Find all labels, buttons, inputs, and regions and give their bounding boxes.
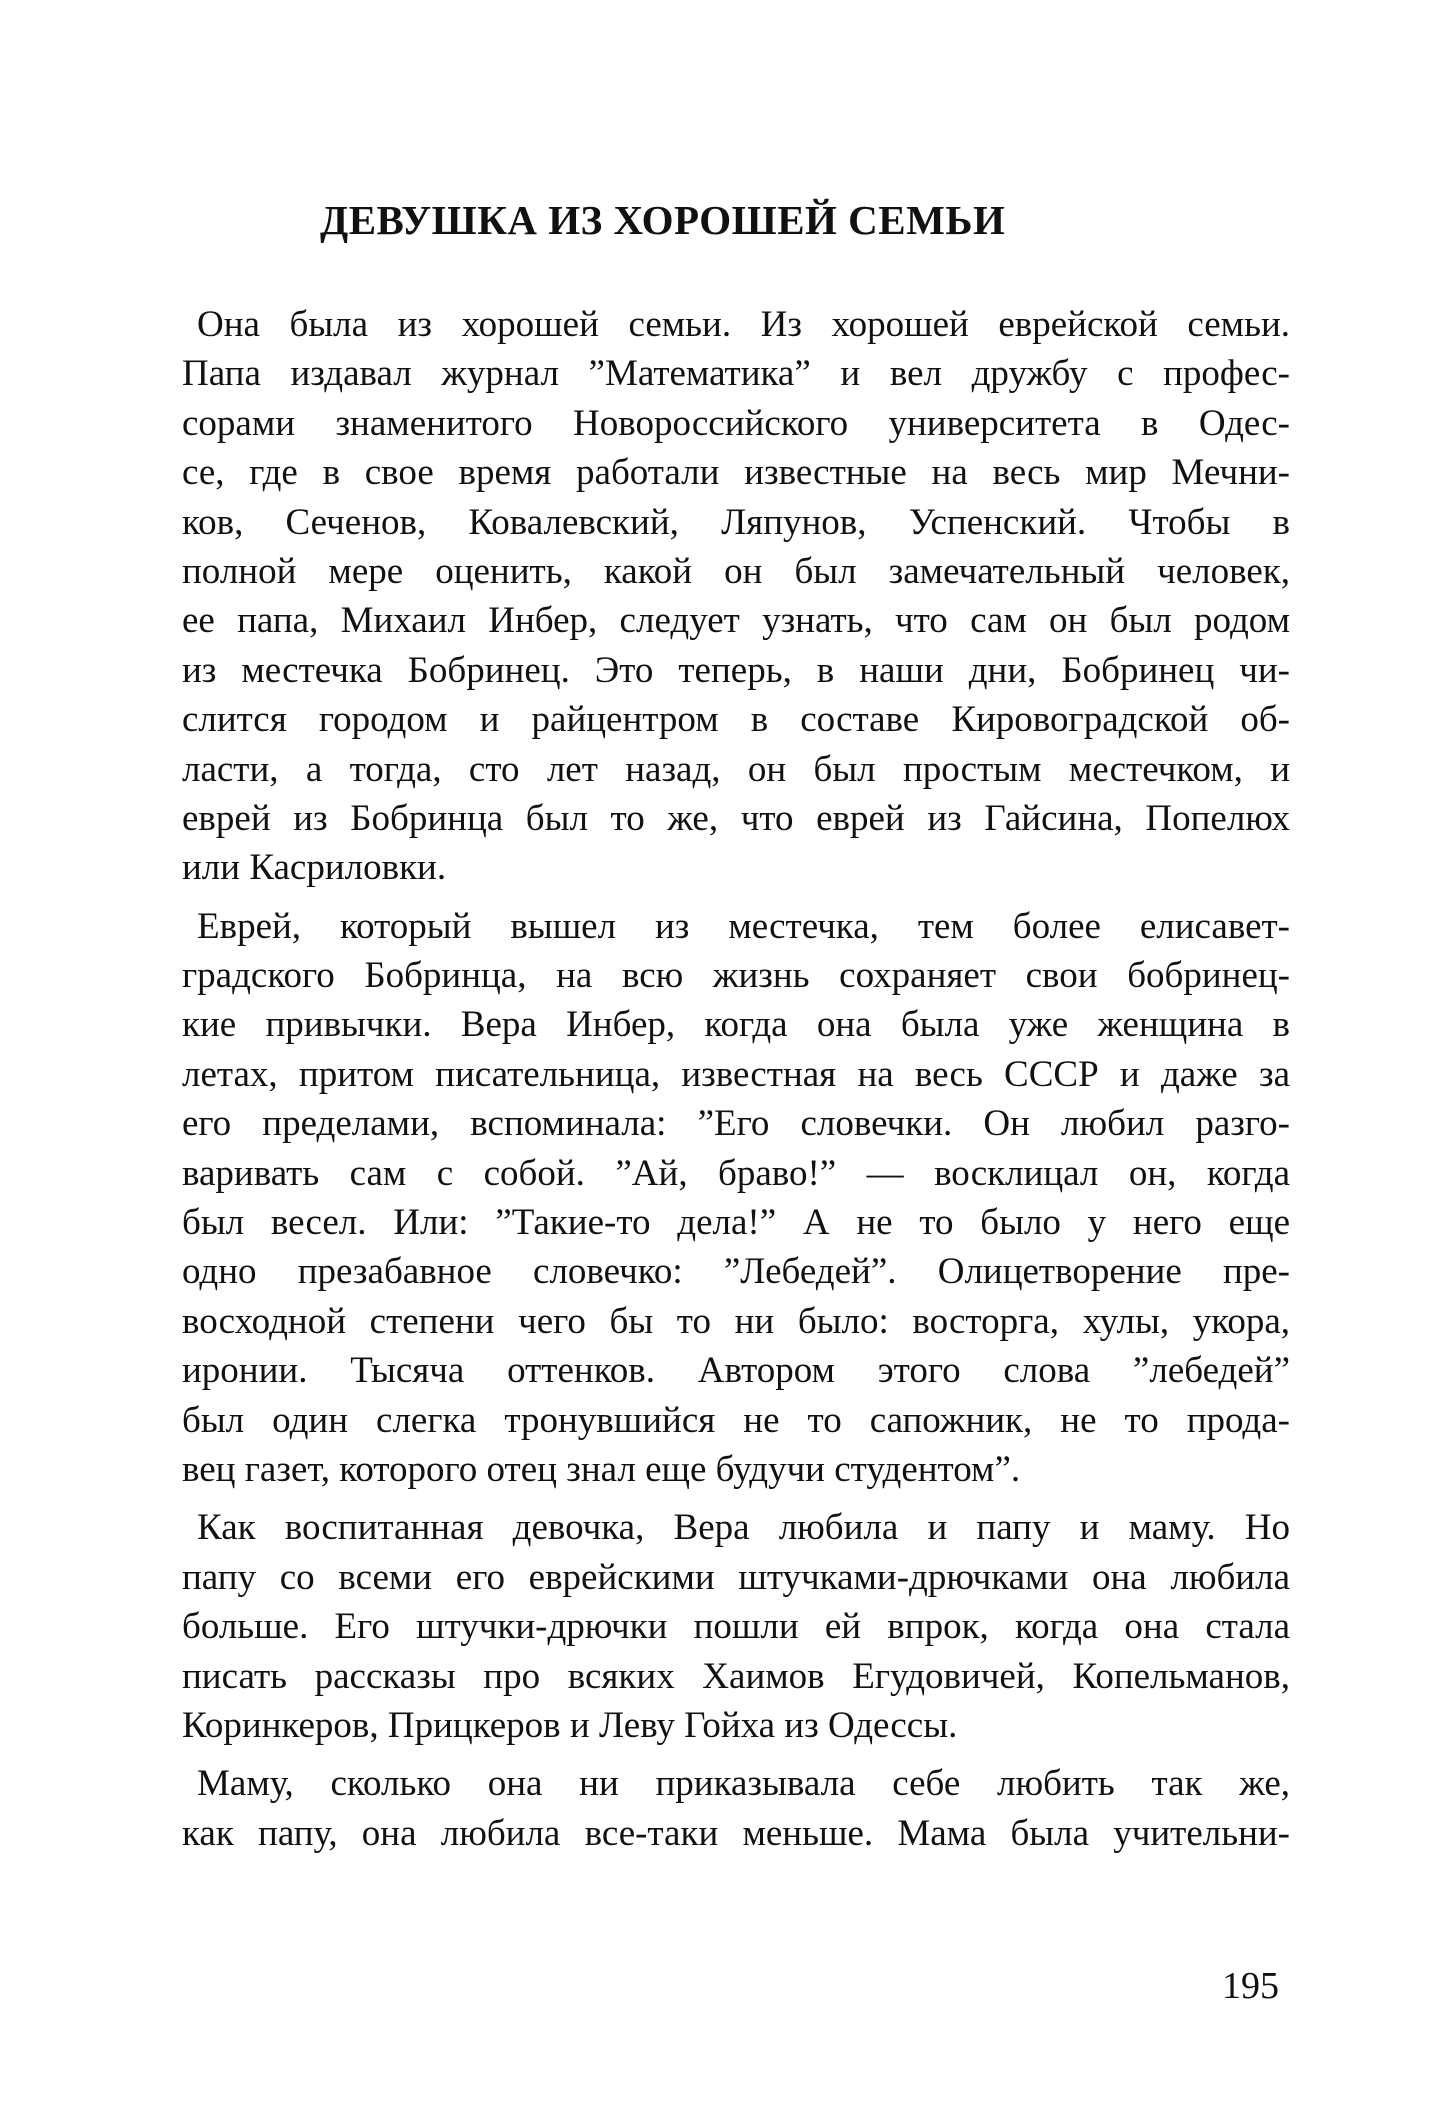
text-line: Она была из хорошей семьи. Из хорошей еврейской семьи.: [197, 304, 1290, 345]
text-line: писать рассказы про всяких Хаимов Егудовичей, Копельманов,: [182, 1655, 1290, 1697]
text-line: Еврей, который вышел из местечка, тем более елисавет-: [197, 905, 1290, 947]
paragraph: [182, 300, 1290, 893]
text-line: еврей из Бобринца был то же, что еврей из Гайсина, Попелюх: [182, 797, 1290, 839]
text-line: больше. Его штучки-дрючки пошли ей впрок, когда она стала: [182, 1606, 1290, 1648]
text-line: из местечка Бобринец. Это теперь, в наши дни, Бобринец чи-: [182, 649, 1290, 691]
text-line: ков, Сеченов, Ковалевский, Ляпунов, Успенский. Чтобы в: [182, 501, 1290, 543]
text-line: ласти, а тогда, сто лет назад, он был простым местечком, и: [182, 748, 1290, 790]
paragraph: [182, 1503, 1290, 1750]
text-line: кие привычки. Вера Инбер, когда она была уже женщина в: [182, 1004, 1290, 1046]
text-line: Коринкеров, Прицкеров и Леву Гойха из Одессы.: [182, 1704, 958, 1746]
text-line: папу со всеми его еврейскими штучками-дрючками она любила: [182, 1556, 1290, 1598]
text-line: сорами знаменитого Новороссийского университета в Одес-: [182, 402, 1290, 444]
paragraph: [182, 1759, 1290, 1858]
text-line: летах, притом писательница, известная на весь СССР и даже за: [182, 1053, 1290, 1095]
text-line: как папу, она любила все-таки меньше. Мама была учительни-: [182, 1812, 1290, 1854]
text-line: слится городом и райцентром в составе Кировоградской об-: [182, 699, 1290, 741]
text-line: Маму, сколько она ни приказывала себе любить так же,: [197, 1763, 1290, 1805]
paragraph: [182, 902, 1290, 1495]
text-line: одно презабавное словечко: ”Лебедей”. Олицетворение пре-: [182, 1251, 1290, 1293]
text-line: восходной степени чего бы то ни было: восторга, хулы, укора,: [182, 1300, 1290, 1342]
text-line: полной мере оценить, какой он был замечательный человек,: [182, 550, 1290, 592]
text-line: вец газет, которого отец знал еще будучи студентом”.: [182, 1448, 1021, 1490]
text-line: градского Бобринца, на всю жизнь сохраняет свои бобринец-: [182, 955, 1290, 997]
body-text: [182, 300, 1290, 1867]
text-line: был один слегка тронувшийся не то сапожник, не то прода-: [182, 1399, 1290, 1441]
chapter-title: ДЕВУШКА ИЗ ХОРОШЕЙ СЕМЬИ: [320, 197, 1006, 243]
text-line: был весел. Или: ”Такие-то дела!” А не то было у него еще: [182, 1202, 1290, 1244]
text-line: или Касриловки.: [182, 847, 447, 889]
text-line: иронии. Тысяча оттенков. Автором этого слова ”лебедей”: [182, 1350, 1290, 1392]
text-line: се, где в свое время работали известные на весь мир Мечни-: [182, 452, 1290, 494]
text-line: варивать сам с собой. ”Ай, браво!” — восклицал он, когда: [182, 1152, 1290, 1194]
text-line: Как воспитанная девочка, Вера любила и папу и маму. Но: [197, 1507, 1290, 1549]
page-number: 195: [1222, 1965, 1279, 2007]
text-line: Папа издавал журнал ”Математика” и вел дружбу с профес-: [182, 353, 1290, 395]
text-line: ее папа, Михаил Инбер, следует узнать, что сам он был родом: [182, 600, 1290, 642]
text-line: его пределами, вспоминала: ”Его словечки. Он любил разго-: [182, 1103, 1290, 1145]
